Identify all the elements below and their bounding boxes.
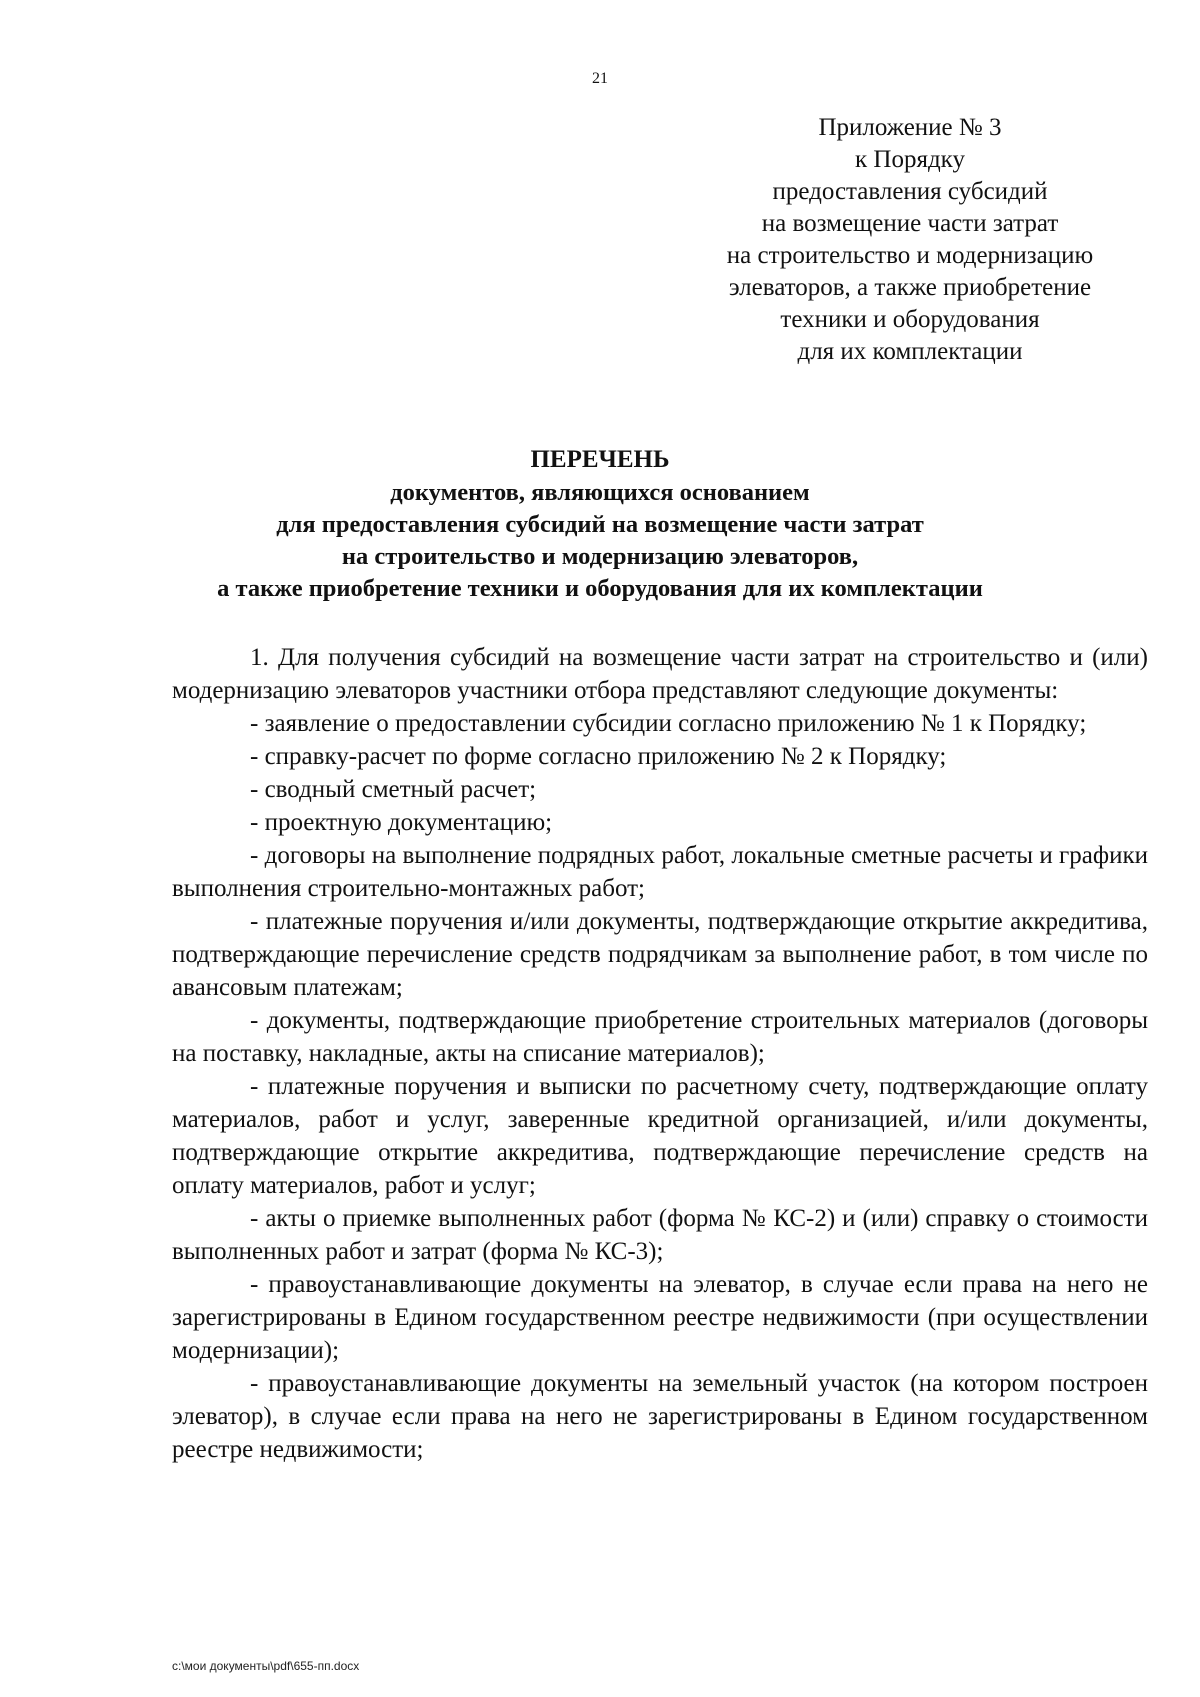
body-paragraph: - платежные поручения и/или документы, подтверждающие открытие аккредитива, подтверждающие перечисление средств подрядчикам за выполнение работ, в том числе по авансовым платежам; [172, 908, 1148, 1001]
title-line: а также приобретение техники и оборудования для их комплектации [217, 575, 983, 602]
body-paragraph: - заявление о предоставлении субсидии согласно приложению № 1 к Порядку; [250, 710, 1087, 737]
document-title [0, 444, 1200, 605]
page-number: 21 [592, 70, 608, 87]
body-paragraph: 1. Для получения субсидий на возмещение части затрат на строительство и (или) модернизацию элеваторов участники отбора представляют следующие документы: [172, 644, 1148, 704]
appendix-line: к Порядку [855, 146, 965, 173]
body-paragraph: - договоры на выполнение подрядных работ, локальные сметные расчеты и графики выполнения строительно-монтажных работ; [172, 842, 1148, 902]
body-paragraph: - проектную документацию; [250, 809, 553, 836]
document-body [172, 641, 1148, 1466]
body-paragraph: - акты о приемке выполненных работ (форма № КС-2) и (или) справку о стоимости выполненных работ и затрат (форма № КС-3); [172, 1205, 1148, 1265]
body-paragraph: - платежные поручения и выписки по расчетному счету, подтверждающие оплату материалов, работ и услуг, заверенные кредитной организацией, и/или документы, подтверждающие открытие аккредитива, подтверждающие перечисление средств на оплату материалов, работ и услуг; [172, 1073, 1148, 1199]
appendix-line: для их комплектации [797, 338, 1023, 365]
appendix-line: предоставления субсидий [772, 178, 1048, 205]
title-line: на строительство и модернизацию элеваторов, [341, 543, 859, 570]
appendix-header [680, 112, 1140, 368]
title-line: для предоставления субсидий на возмещение части затрат [276, 511, 924, 538]
footer-file-path: c:\мои документы\pdf\655-пп.docx [172, 1659, 360, 1673]
appendix-line: на возмещение части затрат [761, 210, 1059, 237]
title-line: документов, являющихся основанием [390, 479, 810, 506]
body-paragraph: - сводный сметный расчет; [250, 776, 537, 803]
appendix-line: техники и оборудования [780, 306, 1040, 333]
body-paragraph: - правоустанавливающие документы на элеватор, в случае если права на него не зарегистрированы в Едином государственном реестре недвижимости (при осуществлении модернизации); [172, 1271, 1148, 1364]
appendix-line: элеваторов, а также приобретение [728, 274, 1092, 301]
appendix-line: Приложение № 3 [818, 114, 1002, 141]
title-main: ПЕРЕЧЕНЬ [530, 446, 670, 473]
body-paragraph: - справку-расчет по форме согласно приложению № 2 к Порядку; [250, 743, 947, 770]
body-paragraph: - документы, подтверждающие приобретение строительных материалов (договоры на поставку, накладные, акты на списание материалов); [172, 1007, 1148, 1067]
body-paragraph: - правоустанавливающие документы на земельный участок (на котором построен элеватор), в случае если права на него не зарегистрированы в Едином государственном реестре недвижимости; [172, 1370, 1148, 1463]
appendix-line: на строительство и модернизацию [726, 242, 1094, 269]
